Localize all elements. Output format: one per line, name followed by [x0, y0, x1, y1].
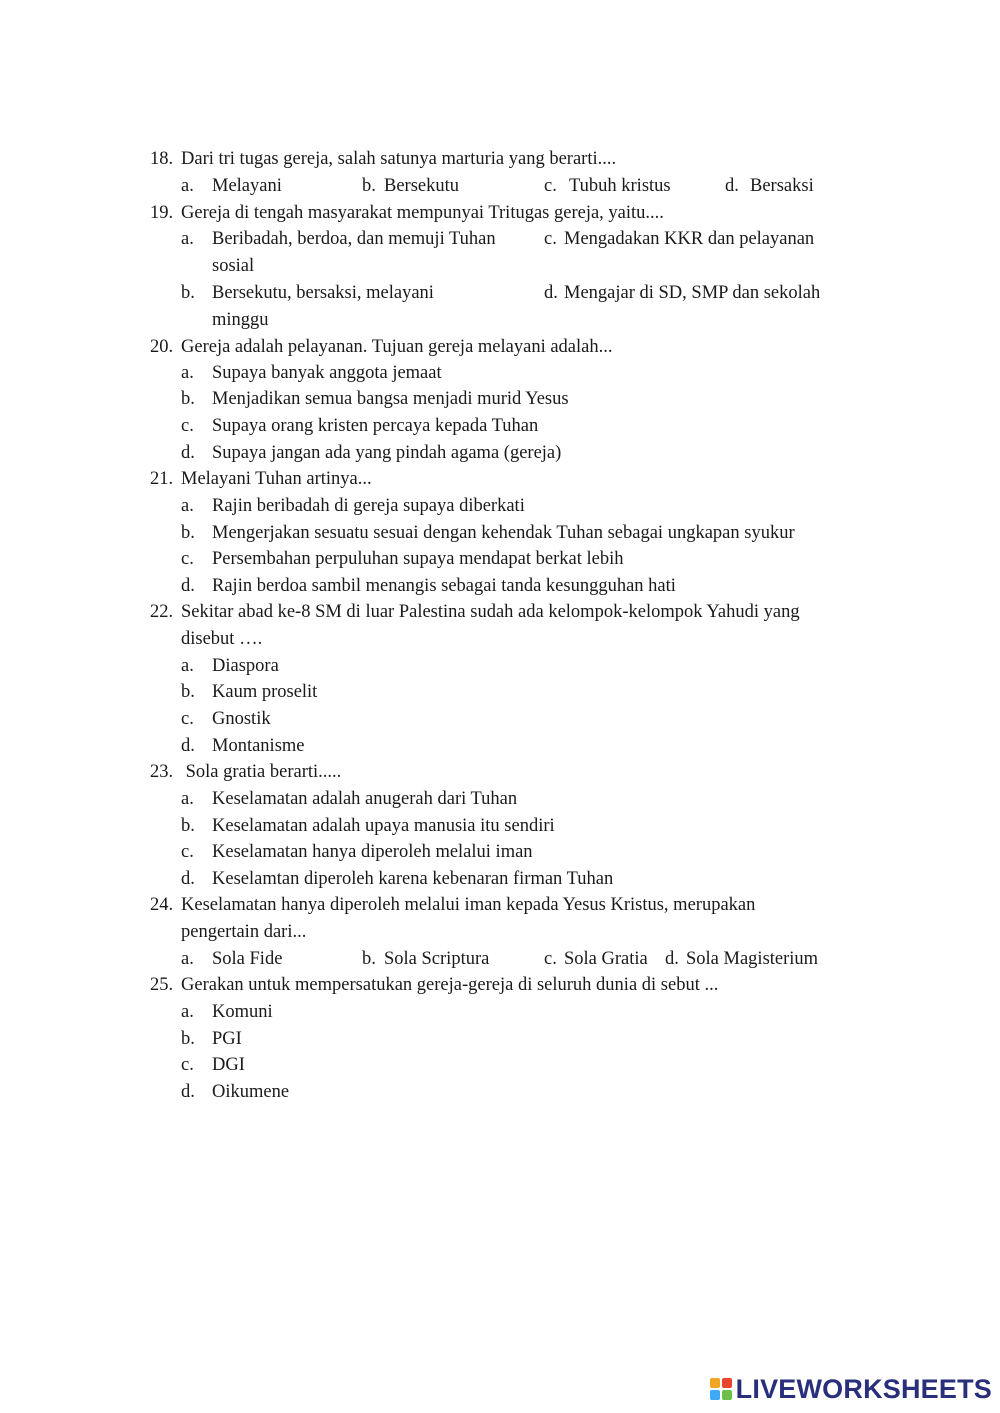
option-letter[interactable]: a.	[181, 176, 194, 196]
question-text: Sekitar abad ke-8 SM di luar Palestina sudah ada kelompok-kelompok Yahudi yang	[181, 602, 800, 622]
option-text[interactable]: Sola Fide	[212, 949, 283, 969]
option-text: Komuni	[212, 1002, 273, 1022]
option-text-continued[interactable]: sosial	[212, 256, 255, 276]
option-text[interactable]: Bersekutu	[384, 176, 460, 196]
option-text: Menjadikan semua bangsa menjadi murid Yesus	[212, 389, 569, 409]
option-text: Keselamatan adalah anugerah dari Tuhan	[212, 789, 518, 809]
liveworksheets-logo-icon	[710, 1378, 732, 1400]
question-text: Gerakan untuk mempersatukan gereja-gereja di seluruh dunia di sebut ...	[181, 975, 719, 995]
option-text[interactable]: Sola Gratia	[564, 949, 648, 969]
option-text[interactable]: Beribadah, berdoa, dan memuji Tuhan	[212, 229, 496, 249]
question-text-continued: disebut ….	[181, 629, 263, 649]
option-letter[interactable]: d.	[665, 949, 679, 969]
option-letter: b.	[181, 682, 195, 702]
option-text: Oikumene	[212, 1082, 290, 1102]
logo-square-e	[722, 1390, 732, 1400]
option-text[interactable]: Sola Magisterium	[686, 949, 819, 969]
option-letter: a.	[181, 656, 194, 676]
option-text: Persembahan perpuluhan supaya mendapat berkat lebih	[212, 549, 624, 569]
question-text: Sola gratia berarti.....	[181, 762, 342, 782]
option-letter: c.	[181, 416, 194, 436]
option-letter: d.	[181, 443, 195, 463]
option-text-continued[interactable]: minggu	[212, 310, 269, 330]
option-text: Mengerjakan sesuatu sesuai dengan kehendak Tuhan sebagai ungkapan syukur	[212, 523, 795, 543]
option-letter[interactable]: b.	[362, 949, 376, 969]
option-letter[interactable]: b.	[181, 283, 195, 303]
option-letter: a.	[181, 1002, 194, 1022]
option-text[interactable]: Mengajar di SD, SMP dan sekolah	[564, 283, 821, 303]
logo-square-i	[722, 1378, 732, 1388]
option-letter: a.	[181, 496, 194, 516]
option-text: Rajin berdoa sambil menangis sebagai tanda kesungguhan hati	[212, 576, 676, 596]
option-text[interactable]: Bersekutu, bersaksi, melayani	[212, 283, 434, 303]
question-number: 23.	[150, 762, 174, 782]
option-text: Keselamatan hanya diperoleh melalui iman	[212, 842, 533, 862]
option-letter: a.	[181, 789, 194, 809]
option-text: Montanisme	[212, 736, 305, 756]
question-text: Melayani Tuhan artinya...	[181, 469, 372, 489]
option-text: Kaum proselit	[212, 682, 318, 702]
option-text[interactable]: Melayani	[212, 176, 282, 196]
logo-square-v	[710, 1390, 720, 1400]
option-text: Supaya orang kristen percaya kepada Tuhan	[212, 416, 539, 436]
question-text-continued: pengertain dari...	[181, 922, 307, 942]
option-letter: c.	[181, 549, 194, 569]
option-text[interactable]: Mengadakan KKR dan pelayanan	[564, 229, 815, 249]
option-text: Diaspora	[212, 656, 279, 676]
option-text: PGI	[212, 1029, 242, 1049]
option-letter: d.	[181, 869, 195, 889]
option-text: Keselamatan adalah upaya manusia itu sendiri	[212, 816, 555, 836]
option-text: Gnostik	[212, 709, 271, 729]
option-text[interactable]: Bersaksi	[750, 176, 814, 196]
option-text: Supaya banyak anggota jemaat	[212, 363, 442, 383]
liveworksheets-text: LIVEWORKSHEETS	[735, 1373, 992, 1404]
option-letter[interactable]: a.	[181, 229, 194, 249]
option-letter[interactable]: c.	[544, 176, 557, 196]
option-text[interactable]: Tubuh kristus	[569, 176, 671, 196]
option-letter[interactable]: d.	[725, 176, 739, 196]
option-letter: b.	[181, 816, 195, 836]
option-letter: a.	[181, 363, 194, 383]
question-number: 22.	[150, 602, 174, 622]
option-letter: b.	[181, 523, 195, 543]
option-letter[interactable]: c.	[544, 949, 557, 969]
option-letter: b.	[181, 1029, 195, 1049]
question-number: 20.	[150, 337, 174, 357]
option-text: Keselamtan diperoleh karena kebenaran firman Tuhan	[212, 869, 614, 889]
question-number: 19.	[150, 203, 174, 223]
option-letter[interactable]: d.	[544, 283, 558, 303]
option-letter[interactable]: c.	[544, 229, 557, 249]
option-letter: c.	[181, 709, 194, 729]
option-text[interactable]: Sola Scriptura	[384, 949, 490, 969]
option-letter[interactable]: a.	[181, 949, 194, 969]
option-letter[interactable]: b.	[362, 176, 376, 196]
question-number: 25.	[150, 975, 174, 995]
option-text: Supaya jangan ada yang pindah agama (gereja)	[212, 443, 562, 463]
logo-square-l	[710, 1378, 720, 1388]
question-number: 21.	[150, 469, 174, 489]
option-letter: d.	[181, 736, 195, 756]
option-letter: c.	[181, 842, 194, 862]
option-text: Rajin beribadah di gereja supaya diberkati	[212, 496, 525, 516]
option-text: DGI	[212, 1055, 245, 1075]
question-text: Gereja di tengah masyarakat mempunyai Tritugas gereja, yaitu....	[181, 203, 664, 223]
question-number: 24.	[150, 895, 174, 915]
option-letter: d.	[181, 1082, 195, 1102]
option-letter: c.	[181, 1055, 194, 1075]
liveworksheets-logo	[710, 1373, 992, 1405]
question-text: Gereja adalah pelayanan. Tujuan gereja melayani adalah...	[181, 337, 613, 357]
option-letter: b.	[181, 389, 195, 409]
question-text: Dari tri tugas gereja, salah satunya marturia yang berarti....	[181, 149, 617, 169]
question-text: Keselamatan hanya diperoleh melalui iman kepada Yesus Kristus, merupakan	[181, 895, 756, 915]
question-number: 18.	[150, 149, 174, 169]
option-letter: d.	[181, 576, 195, 596]
